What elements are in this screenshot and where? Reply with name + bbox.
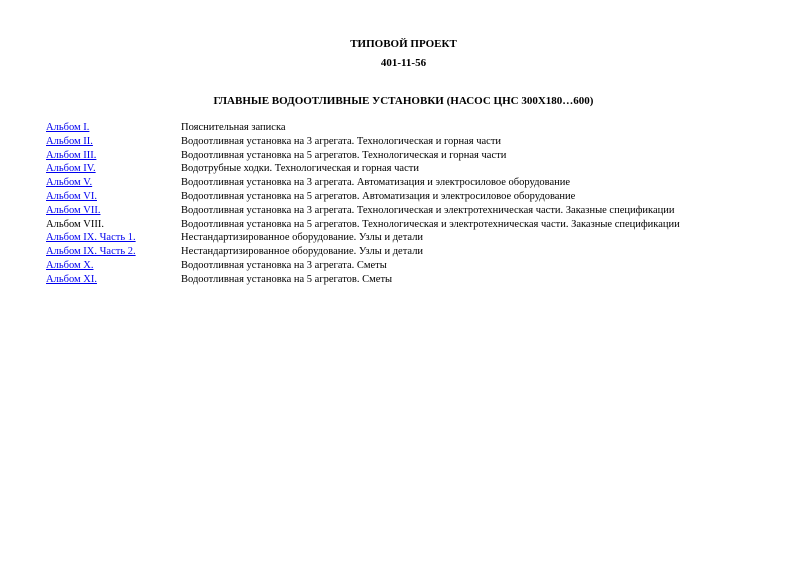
album-name-cell bbox=[46, 273, 181, 287]
album-row bbox=[46, 135, 766, 149]
album-description: Нестандартизированное оборудование. Узлы и детали bbox=[181, 246, 424, 258]
album-row bbox=[46, 218, 766, 232]
album-row bbox=[46, 149, 766, 163]
album-row bbox=[46, 121, 766, 135]
project-title: ГЛАВНЫЕ ВОДООТЛИВНЫЕ УСТАНОВКИ (НАСОС ЦНС 300Х180…600) bbox=[213, 95, 594, 107]
project-number: 401-11-56 bbox=[380, 57, 427, 69]
album-description: Водоотливная установка на 5 агрегатов. Автоматизация и электросиловое оборудование bbox=[181, 190, 576, 202]
album-description: Водотрубные ходки. Технологическая и горная части bbox=[181, 163, 419, 175]
album-description: Водоотливная установка на 5 агрегатов. Технологическая и горная части bbox=[181, 149, 507, 161]
album-description: Водоотливная установка на 5 агрегатов. Сметы bbox=[181, 273, 393, 285]
album-description: Водоотливная установка на 3 агрегата. Сметы bbox=[181, 259, 387, 271]
album-description: Водоотливная установка на 5 агрегатов. Технологическая и электротехническая части. Заказные спецификации bbox=[181, 218, 680, 230]
album-description: Водоотливная установка на 3 агрегата. Технологическая и горная части bbox=[181, 135, 502, 147]
album-name-cell bbox=[46, 190, 181, 204]
album-label: Альбом VIII. bbox=[46, 218, 104, 230]
album-name-cell bbox=[46, 259, 181, 273]
album-link[interactable]: Альбом IX. Часть 2. bbox=[46, 246, 136, 258]
album-link[interactable]: Альбом IX. Часть 1. bbox=[46, 232, 136, 244]
album-row bbox=[46, 273, 766, 287]
album-link[interactable]: Альбом II. bbox=[46, 135, 93, 147]
album-description: Пояснительная записка bbox=[181, 122, 286, 133]
album-link[interactable]: Альбом V. bbox=[46, 177, 93, 189]
album-link[interactable]: Альбом I. bbox=[46, 122, 90, 133]
album-name-cell bbox=[46, 204, 181, 218]
album-link[interactable]: Альбом XI. bbox=[46, 273, 97, 285]
album-row bbox=[46, 259, 766, 273]
album-name-cell bbox=[46, 162, 181, 176]
album-row bbox=[46, 231, 766, 245]
album-row bbox=[46, 176, 766, 190]
document-type-heading: ТИПОВОЙ ПРОЕКТ bbox=[350, 38, 457, 50]
album-row bbox=[46, 245, 766, 259]
album-name-cell bbox=[46, 176, 181, 190]
album-link[interactable]: Альбом X. bbox=[46, 259, 94, 271]
album-link[interactable]: Альбом III. bbox=[46, 149, 97, 161]
album-link[interactable]: Альбом VII. bbox=[46, 204, 101, 216]
album-link[interactable]: Альбом IV. bbox=[46, 163, 96, 175]
album-name-cell bbox=[46, 218, 181, 232]
album-description: Водоотливная установка на 3 агрегата. Технологическая и электротехническая части. Заказные спецификации bbox=[181, 204, 675, 216]
album-description: Нестандартизированное оборудование. Узлы и детали bbox=[181, 232, 424, 244]
album-name-cell bbox=[46, 135, 181, 149]
album-name-cell bbox=[46, 149, 181, 163]
album-row bbox=[46, 162, 766, 176]
album-row bbox=[46, 204, 766, 218]
album-row bbox=[46, 190, 766, 204]
album-list bbox=[46, 121, 766, 287]
album-link[interactable]: Альбом VI. bbox=[46, 190, 97, 202]
album-name-cell bbox=[46, 121, 181, 135]
album-name-cell bbox=[46, 245, 181, 259]
album-description: Водоотливная установка на 3 агрегата. Автоматизация и электросиловое оборудование bbox=[181, 177, 571, 189]
album-name-cell bbox=[46, 231, 181, 245]
